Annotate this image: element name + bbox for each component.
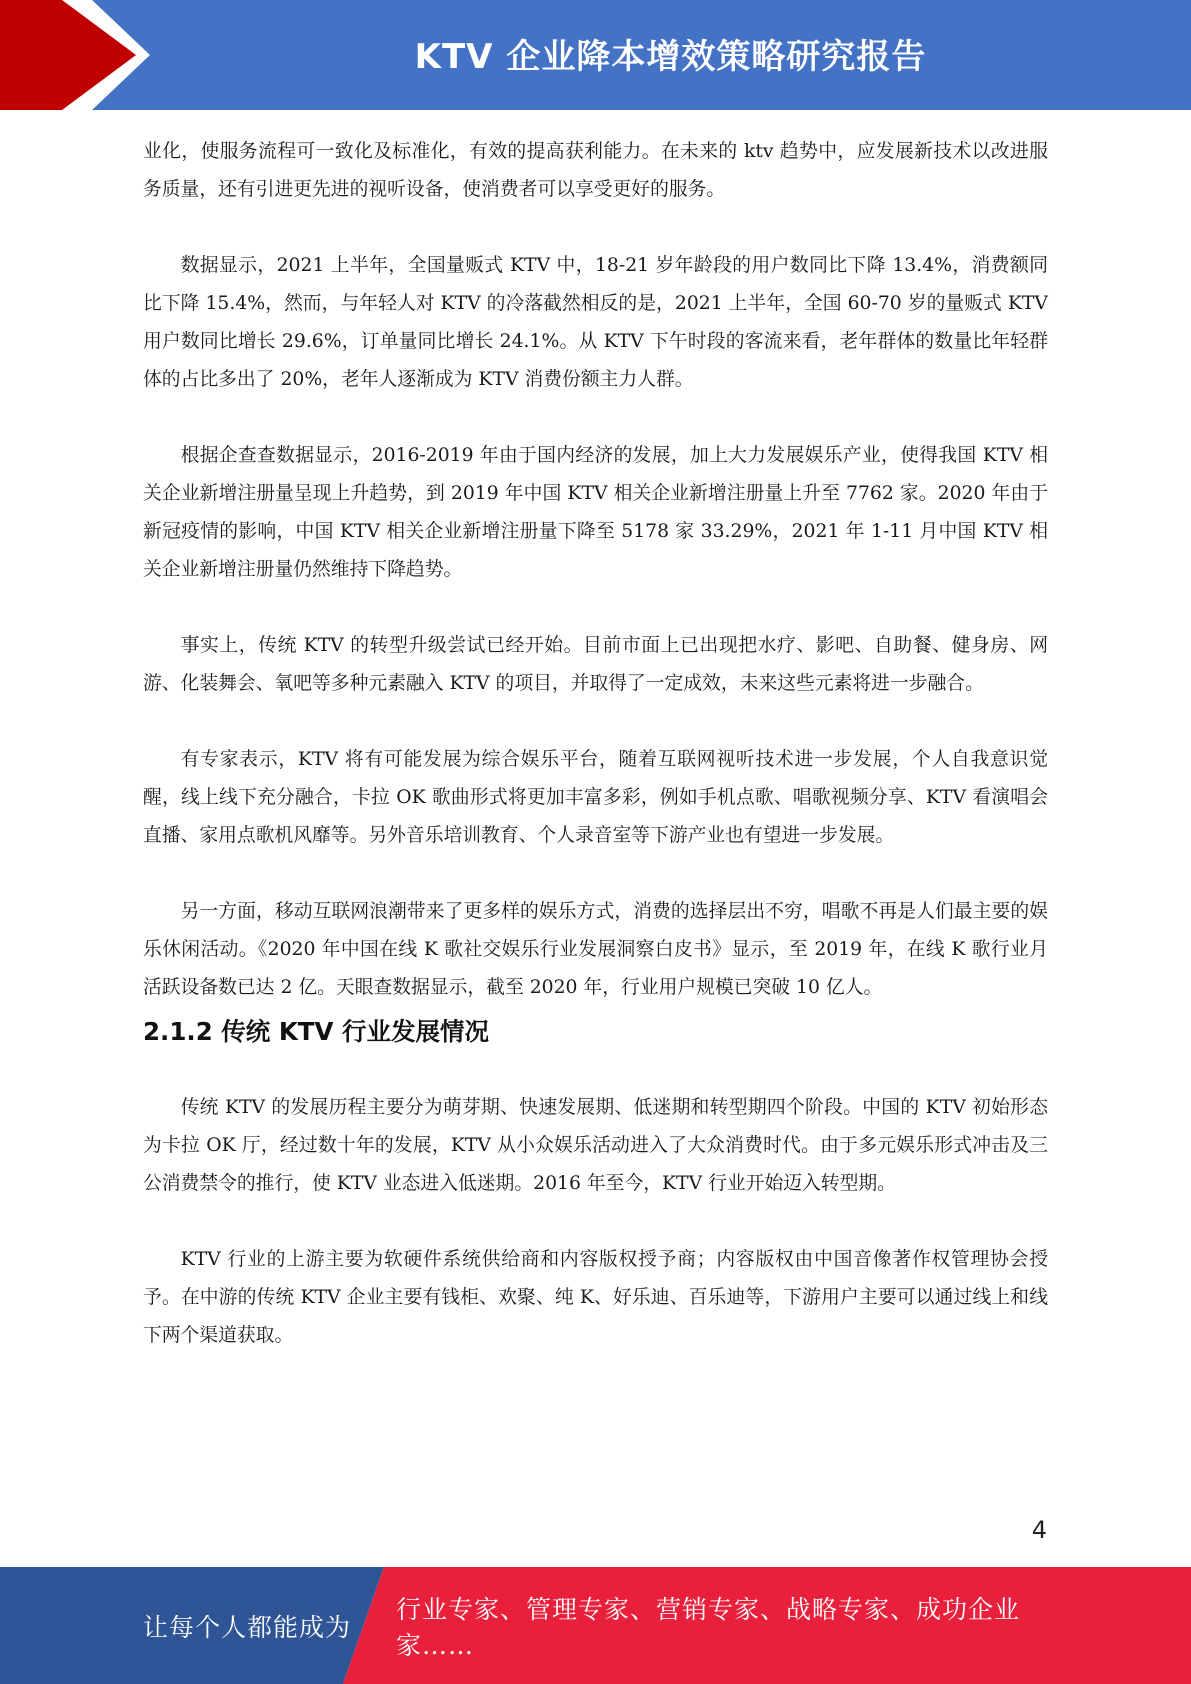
header-red-arrow xyxy=(0,0,150,110)
section-heading: 2.1.2 传统 KTV 行业发展情况 xyxy=(143,1017,490,1046)
paragraph-history: 传统 KTV 的发展历程主要分为萌芽期、快速发展期、低迷期和转型期四个阶段。中国的 KTV 初始形态为卡拉 OK 厅，经过数十年的发展，KTV 从小众娱乐活动进入了大众消费时代。由于多元娱乐形式冲击及三公消费禁令的推行，使 KTV 业态进入低迷期。2016 年至今，KTV 行业开始迈入转型期。 xyxy=(143,1097,1048,1194)
document-body xyxy=(143,133,1048,1355)
paragraph-industry-chain: KTV 行业的上游主要为软硬件系统供给商和内容版权授予商；内容版权由中国音像著作权管理协会授予。在中游的传统 KTV 企业主要有钱柜、欢聚、纯 K、好乐迪、百乐迪等，下游用户主要可以通过线上和线下两个渠道获取。 xyxy=(143,1249,1048,1346)
paragraph-transformation: 事实上，传统 KTV 的转型升级尝试已经开始。目前市面上已出现把水疗、影吧、自助餐、健身房、网游、化装舞会、氧吧等多种元素融入 KTV 的项目，并取得了一定成效，未来这些元素将进一步融合。 xyxy=(143,635,1048,694)
page-number: 4 xyxy=(1031,1516,1047,1544)
paragraph-continued: 业化，使服务流程可一致化及标准化，有效的提高获利能力。在未来的 ktv 趋势中，应发展新技术以改进服务质量，还有引进更先进的视听设备，使消费者可以享受更好的服务。 xyxy=(143,141,1048,200)
page-header xyxy=(0,0,1191,110)
paragraph-user-data: 数据显示，2021 上半年，全国量贩式 KTV 中，18-21 岁年龄段的用户数同比下降 13.4%，消费额同比下降 15.4%，然而，与年轻人对 KTV 的冷落截然相反的是，2021 上半年，全国 60-70 岁的量贩式 KTV 用户数同比增长 29.6%，订单量同比增长 24.1%。从 KTV 下午时段的客流来看，老年群体的数量比年轻群体的占比多出了 20%，老年人逐渐成为 KTV 消费份额主力人群。 xyxy=(143,255,1048,390)
report-title: KTV 企业降本增效策略研究报告 xyxy=(414,36,927,77)
paragraph-mobile-internet: 另一方面，移动互联网浪潮带来了更多样的娱乐方式，消费的选择层出不穷，唱歌不再是人们最主要的娱乐休闲活动。《2020 年中国在线 K 歌社交娱乐行业发展洞察白皮书》显示，至 2019 年，在线 K 歌行业月活跃设备数已达 2 亿。天眼查数据显示，截至 2020 年，行业用户规模已突破 10 亿人。 xyxy=(143,901,1048,998)
paragraph-registration-data: 根据企查查数据显示，2016-2019 年由于国内经济的发展，加上大力发展娱乐产业，使得我国 KTV 相关企业新增注册量呈现上升趋势，到 2019 年中国 KTV 相关企业新增注册量上升至 7762 家。2020 年由于新冠疫情的影响，中国 KTV 相关企业新增注册量下降至 5178 家 33.29%，2021 年 1-11 月中国 KTV 相关企业新增注册量仍然维持下降趋势。 xyxy=(143,445,1048,580)
paragraph-expert-view: 有专家表示，KTV 将有可能发展为综合娱乐平台，随着互联网视听技术进一步发展，个人自我意识觉醒，线上线下充分融合，卡拉 OK 歌曲形式将更加丰富多彩，例如手机点歌、唱歌视频分享、KTV 看演唱会直播、家用点歌机风靡等。另外音乐培训教育、个人录音室等下游产业也有望进一步发展。 xyxy=(143,749,1048,846)
footer-slogan-right: 行业专家、管理专家、营销专家、战略专家、成功企业家…… xyxy=(396,1594,1021,1660)
page-footer xyxy=(0,1567,1191,1684)
footer-slogan-left: 让每个人都能成为 xyxy=(143,1612,352,1642)
